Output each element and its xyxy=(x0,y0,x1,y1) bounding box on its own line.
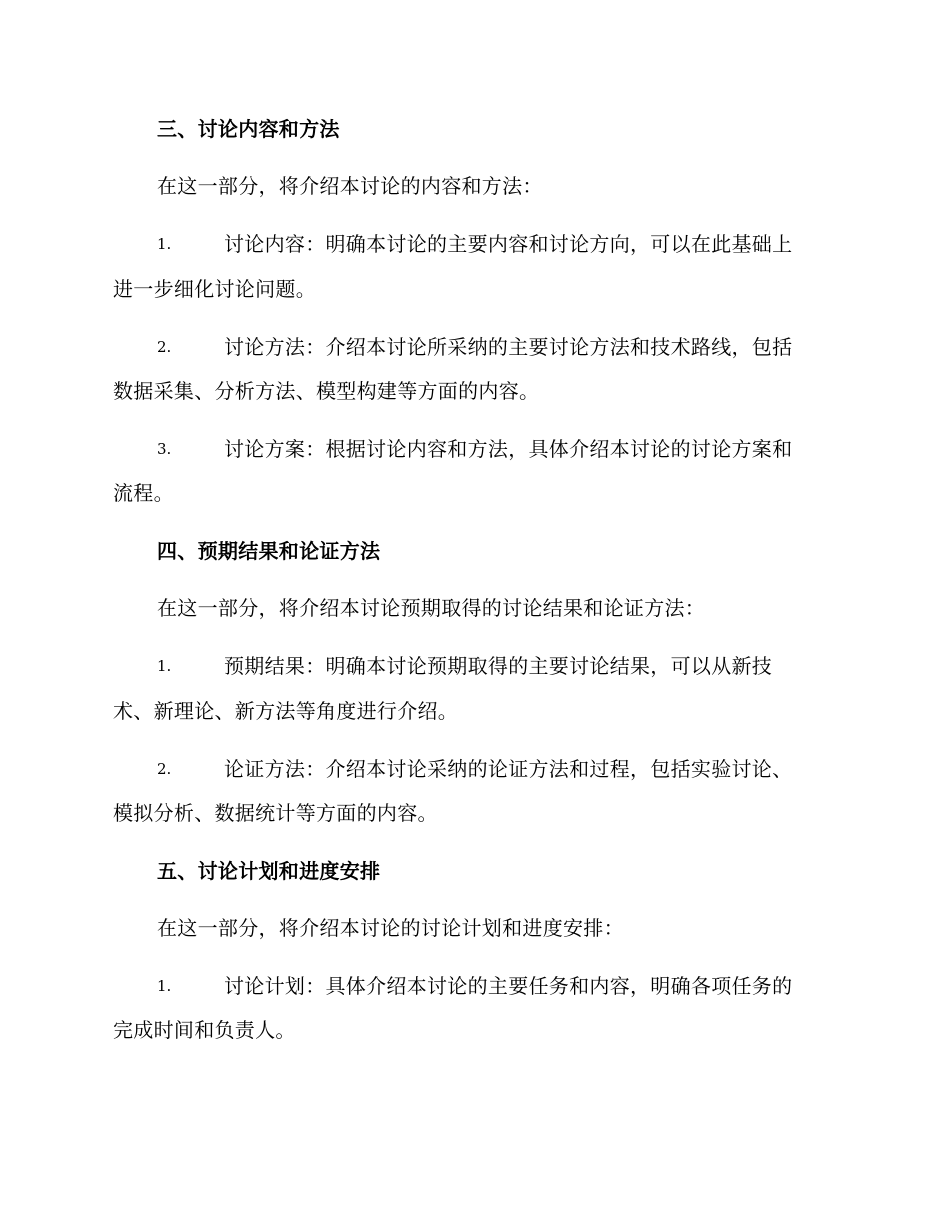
list-item-number: 1. xyxy=(157,657,172,675)
list-item-text: 预期结果：明确本讨论预期取得的主要讨论结果，可以从新技 xyxy=(224,654,773,678)
list-item-text-continued: 流程。 xyxy=(113,481,174,505)
list-item-text-continued: 术、新理论、新方法等角度进行介绍。 xyxy=(113,699,459,723)
section-intro: 在这一部分，将介绍本讨论的内容和方法： xyxy=(157,174,543,198)
list-item-text-continued: 模拟分析、数据统计等方面的内容。 xyxy=(113,801,438,825)
list-item-number: 1. xyxy=(157,235,172,253)
list-item-number: 1. xyxy=(157,977,172,995)
section-intro: 在这一部分，将介绍本讨论预期取得的讨论结果和论证方法： xyxy=(157,596,706,620)
section-intro: 在这一部分，将介绍本讨论的讨论计划和进度安排： xyxy=(157,916,624,940)
list-item-text: 讨论计划：具体介绍本讨论的主要任务和内容，明确各项任务的 xyxy=(224,974,793,998)
list-item-number: 2. xyxy=(157,338,172,356)
list-item-number: 3. xyxy=(157,440,172,458)
list-item-text: 讨论方法：介绍本讨论所采纳的主要讨论方法和技术路线，包括 xyxy=(224,335,793,359)
list-item-text-continued: 进一步细化讨论问题。 xyxy=(113,277,316,301)
list-item-text: 论证方法：介绍本讨论采纳的论证方法和过程，包括实验讨论、 xyxy=(224,757,793,781)
list-item-number: 2. xyxy=(157,760,172,778)
section-heading: 五、讨论计划和进度安排 xyxy=(157,859,381,883)
list-item-text: 讨论内容：明确本讨论的主要内容和讨论方向，可以在此基础上 xyxy=(224,232,793,256)
list-item-text: 讨论方案：根据讨论内容和方法，具体介绍本讨论的讨论方案和 xyxy=(224,437,793,461)
list-item-text-continued: 数据采集、分析方法、模型构建等方面的内容。 xyxy=(113,379,540,403)
section-heading: 三、讨论内容和方法 xyxy=(157,117,340,141)
section-heading: 四、预期结果和论证方法 xyxy=(157,539,381,563)
list-item-text-continued: 完成时间和负责人。 xyxy=(113,1018,296,1042)
